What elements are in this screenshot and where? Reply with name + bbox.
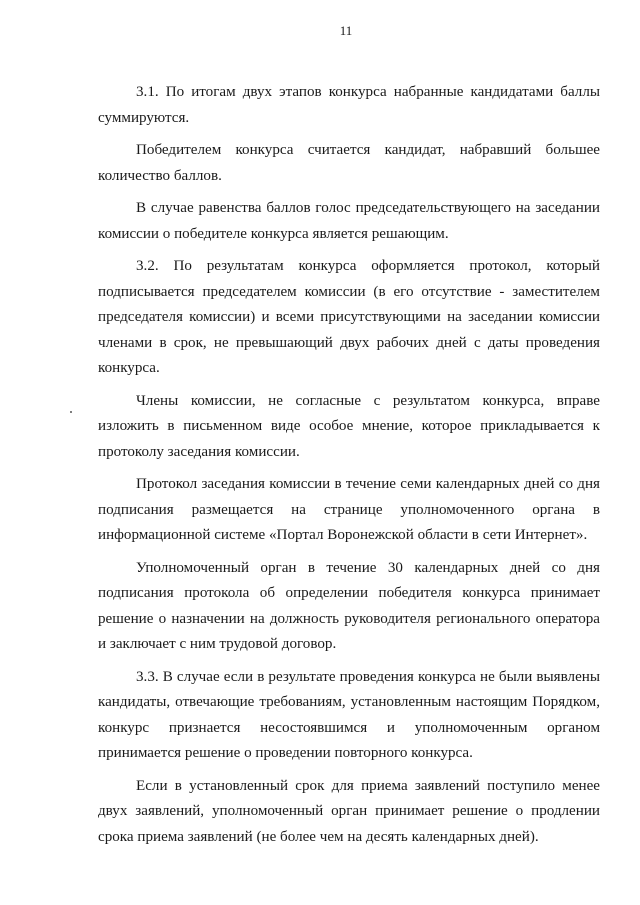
paragraph-appointment: Уполномоченный орган в течение 30 календарных дней со дня подписания протокола об определении победителя конкурса принимает решение о назначении на должность руководителя регионального оператора и заключает с ним трудовой договор. — [98, 559, 600, 652]
document-body — [98, 80, 600, 857]
page-number: 11 — [339, 23, 353, 38]
paragraph-3-1: 3.1. По итогам двух этапов конкурса набранные кандидатами баллы суммируются. — [98, 84, 600, 126]
paragraph-3-2: 3.2. По результатам конкурса оформляется протокол, который подписывается председателем комиссии (в его отсутствие - заместителем председателя комиссии) и всеми присутствующими на заседании комиссии членами в срок, не превышающий двух рабочих дней с даты проведения конкурса. — [98, 258, 600, 376]
paragraph-dissent: Члены комиссии, не согласные с результатом конкурса, вправе изложить в письменном виде особое мнение, которое прикладывается к протоколу заседания комиссии. — [98, 392, 600, 460]
paragraph-tie: В случае равенства баллов голос председательствующего на заседании комиссии о победителе конкурса является решающим. — [98, 200, 600, 242]
scan-speck — [70, 411, 72, 413]
paragraph-publication: Протокол заседания комиссии в течение семи календарных дней со дня подписания размещается на странице уполномоченного органа в информационной системе «Портал Воронежской области в сети Интернет». — [98, 476, 600, 543]
paragraph-winner: Победителем конкурса считается кандидат, набравший большее количество баллов. — [98, 142, 600, 184]
paragraph-3-3: 3.3. В случае если в результате проведения конкурса не были выявлены кандидаты, отвечающие требованиям, установленным настоящим Порядком, конкурс признается несостоявшимся и уполномоченным органом принимается решение о проведении повторного конкурса. — [98, 668, 600, 761]
paragraph-extension: Если в установленный срок для приема заявлений поступило менее двух заявлений, уполномоченный орган принимает решение о продлении срока приема заявлений (не более чем на десять календарных дней). — [98, 777, 600, 845]
